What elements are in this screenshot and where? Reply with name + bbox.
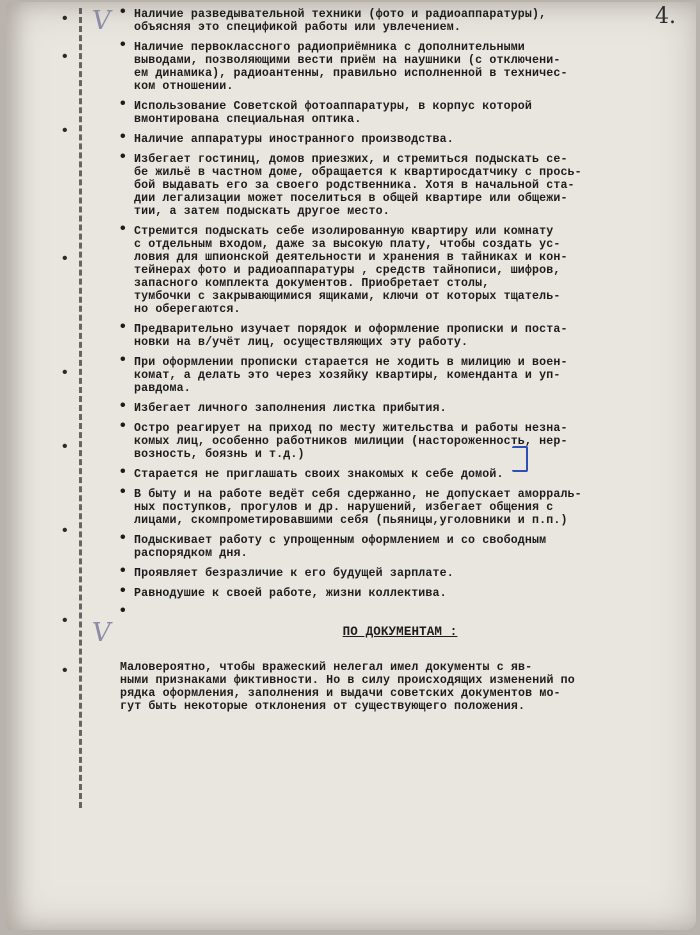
list-item: • Избегает гостиниц, домов приезжих, и стремиться подыскать се- бе жильё в частном доме, обращается к квартиросдатчику с прось- бой выдавать его за своего родственника. Хотя в начальной ста- дии легализации может поселиться в общей квартире или общежи- тии, а затем подыскать другое место. (134, 153, 680, 218)
margin-rule (79, 8, 82, 808)
list-item: • Наличие разведывательной техники (фото и радиоаппаратуры), объясняя это спецификой работы или увлечением. (134, 8, 680, 34)
list-item: • При оформлении прописки старается не ходить в милицию и воен- комат, а делать это через хозяйку квартиры, коменданта и уп- равдома. (134, 356, 680, 395)
handwritten-checkmark: V (89, 618, 113, 648)
list-item: • Избегает личного заполнения листка прибытия. (134, 402, 680, 415)
margin-bullet: • (60, 48, 70, 66)
list-item: • Наличие первоклассного радиоприёмника с дополнительными выводами, позволяющими вести приём на наушники (с отключени- ем динамика), радиоантенны, правильно исполненной в техничес- ком отношении. (134, 41, 680, 93)
list-item: • Использование Советской фотоаппаратуры, в корпус которой вмонтирована специальная оптика. (134, 100, 680, 126)
list-item: • Подыскивает работу с упрощенным оформлением и со свободным распорядком дня. (134, 534, 680, 560)
document-body (120, 8, 680, 713)
list-item: • Наличие аппаратуры иностранного производства. (134, 133, 680, 146)
list-item: • Старается не приглашать своих знакомых к себе домой. (134, 468, 680, 481)
margin-bullet: • (60, 122, 70, 140)
list-item: • Остро реагирует на приход по месту жительства и работы незна- комых лиц, особенно работников милиции (настороженность, нер- возность, боязнь и т.д.) (134, 422, 680, 461)
margin-bullet: • (60, 522, 70, 540)
margin-bullet: • (60, 364, 70, 382)
list-item: • В быту и на работе ведёт себя сдержанно, не допускает аморраль- ных поступков, прогулов и др. нарушений, избегает общения с лицами, скомпрометировавшими себя (пьяницы,уголовники и п.п.) (134, 488, 680, 527)
margin-bullet: • (60, 662, 70, 680)
list-item: • Равнодушие к своей работе, жизни коллектива. (134, 587, 680, 600)
margin-bullet: • (60, 438, 70, 456)
document-page (6, 2, 696, 930)
list-item: • Проявляет безразличие к его будущей зарплате. (134, 567, 680, 580)
handwritten-checkmark: V (89, 6, 113, 36)
margin-bullet: • (60, 612, 70, 630)
margin-bullet: • (60, 10, 70, 28)
list-item: • Стремится подыскать себе изолированную квартиру или комнату с отдельным входом, даже за высокую плату, чтобы создать ус- ловия для шпионской деятельности и хранения в тайниках и кон- тейнерах фото и радиоаппаратуры , средств тайнописи, шифров, запасного комплекта документов. Приобретает столы, тумбочки с закрывающимися ящиками, ключи от которых тщатель- но оберегаются. (134, 225, 680, 316)
margin-bullet: • (60, 250, 70, 268)
section-heading: ПО ДОКУМЕНТАМ : (342, 625, 458, 639)
list-item: • Предварительно изучает порядок и оформление прописки и поста- новки на в/учёт лиц, осуществляющих эту работу. (134, 323, 680, 349)
section-paragraph: Маловероятно, чтобы вражеский нелегал имел документы с яв- ными признаками фиктивности. Но в силу происходящих изменений по рядка оформления, заполнения и выдачи советских документов мо- гут быть некоторые отклонения от существующего положения. (120, 661, 575, 713)
page-number: 4. (655, 4, 676, 29)
